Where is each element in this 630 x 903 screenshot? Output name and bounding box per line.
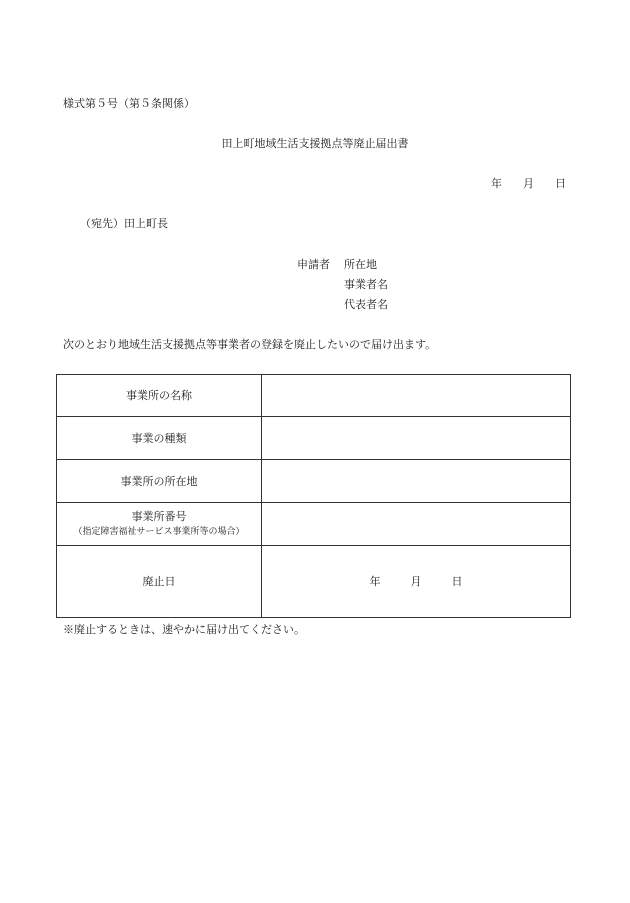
facility-number-field[interactable] xyxy=(262,503,571,546)
applicant-address-label: 所在地 xyxy=(344,258,377,271)
business-type-label: 事業の種類 xyxy=(57,417,262,460)
submission-date xyxy=(491,178,566,189)
table-row xyxy=(57,460,571,503)
applicant-business-name-label: 事業者名 xyxy=(344,278,388,291)
form-number: 様式第５号（第５条関係） xyxy=(63,97,195,110)
form-table xyxy=(56,374,571,618)
table-row xyxy=(57,375,571,417)
table-row xyxy=(57,503,571,546)
facility-address-label: 事業所の所在地 xyxy=(57,460,262,503)
applicant-representative-label: 代表者名 xyxy=(344,298,388,311)
abolition-month-label: 月 xyxy=(410,575,422,588)
facility-name-label: 事業所の名称 xyxy=(57,375,262,417)
applicant-fields xyxy=(344,259,388,319)
date-month-label: 月 xyxy=(523,177,534,190)
facility-address-field[interactable] xyxy=(262,460,571,503)
addressee: （宛先）田上町長 xyxy=(80,217,168,230)
abolition-year-label: 年 xyxy=(369,575,381,588)
footnote: ※廃止するときは、速やかに届け出てください。 xyxy=(63,623,305,636)
table-row xyxy=(57,417,571,460)
abolition-date-label: 廃止日 xyxy=(57,546,262,618)
document-title: 田上町地域生活支援拠点等廃止届出書 xyxy=(221,137,409,150)
business-type-field[interactable] xyxy=(262,417,571,460)
statement-text: 次のとおり地域生活支援拠点等事業者の登録を廃止したいので届け出ます。 xyxy=(63,338,437,351)
table-row xyxy=(57,546,571,618)
facility-number-note: （指定障害福祉サービス事業所等の場合） xyxy=(73,527,245,537)
date-year-label: 年 xyxy=(491,177,502,190)
abolition-day-label: 日 xyxy=(451,575,463,588)
abolition-date-field[interactable] xyxy=(262,546,571,618)
applicant-label: 申請者 xyxy=(297,258,330,271)
facility-name-field[interactable] xyxy=(262,375,571,417)
date-day-label: 日 xyxy=(555,177,566,190)
facility-number-label: 事業所番号 （指定障害福祉サービス事業所等の場合） xyxy=(57,503,262,546)
